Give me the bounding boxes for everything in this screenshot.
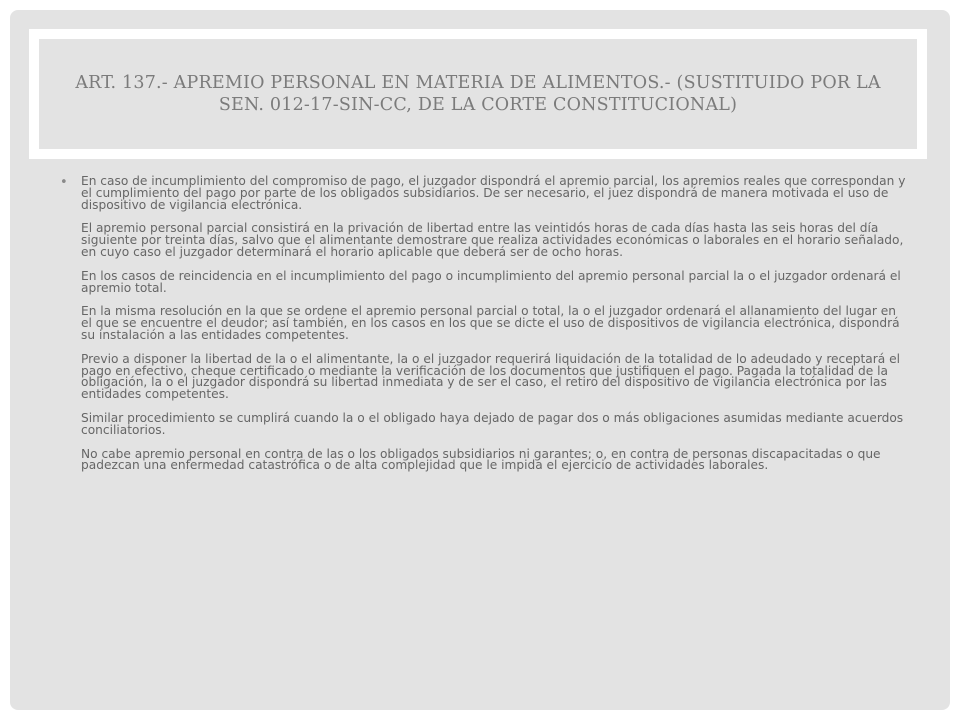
paragraph-excepciones: No cabe apremio personal en contra de las o los obligados subsidiarios ni garantes; o, en contra de personas discapacitadas o que padezcan una enfermedad catastrófica o de alta complejidad que le impida el ejercicio de actividades laborales.	[81, 446, 881, 473]
paragraph-acuerdos-conciliatorios: Similar procedimiento se cumplirá cuando la o el obligado haya dejado de pagar dos o más obligaciones asumidas mediante acuerdos conciliatorios.	[81, 410, 904, 437]
slide-title: ART. 137.- APREMIO PERSONAL EN MATERIA DE ALIMENTOS.- (SUSTITUIDO POR LA SEN. 012-17-SIN-CC, DE LA CORTE CONSTITUCIONAL)	[75, 73, 881, 115]
bullet-dot-icon: •	[60, 175, 68, 190]
title-frame	[29, 29, 927, 159]
paragraph-reincidencia: En los casos de reincidencia en el incumplimiento del pago o incumplimiento del apremio personal parcial la o el juzgador ordenará el apremio total.	[81, 268, 901, 295]
paragraph-allanamiento: En la misma resolución en la que se ordene el apremio personal parcial o total, la o el juzgador ordenará el allanamiento del lugar en el que se encuentre el deudor; así también, en los casos en los que se dicte el uso de dispositivos de vigilancia electrónica, dispondrá su instalación a las entidades competentes.	[81, 304, 900, 342]
paragraph-liquidacion: Previo a disponer la libertad de la o el alimentante, la o el juzgador requerirá liquidación de la totalidad de lo adeudado y receptará el pago en efectivo, cheque certificado o mediante la verificación de los documentos que justifiquen el pago. Pagada la totalidad de la obligación, la o el juzgador dispondrá su libertad inmediata y de ser el caso, el retiro del dispositivo de vigilancia electrónica por las entidades competentes.	[81, 351, 900, 402]
body-content	[60, 176, 910, 484]
paragraph-apremio-parcial: El apremio personal parcial consistirá en la privación de libertad entre las veintidós horas de cada días hasta las seis horas del día siguiente por treinta días, salvo que el alimentante demostrare que realiza actividades económicas o laborales en el horario señalado, en cuyo caso el juzgador determinará el horario aplicable que deberá ser de ocho horas.	[81, 221, 904, 259]
bullet-item	[60, 176, 910, 472]
title-panel	[39, 39, 917, 149]
paragraph-compromiso-de-pago: En caso de incumplimiento del compromiso de pago, el juzgador dispondrá el apremio parcial, los apremios reales que correspondan y el cumplimiento del pago por parte de los obligados subsidiarios. De ser necesario, el juez dispondrá de manera motivada el uso de dispositivo de vigilancia electrónica.	[81, 174, 906, 212]
